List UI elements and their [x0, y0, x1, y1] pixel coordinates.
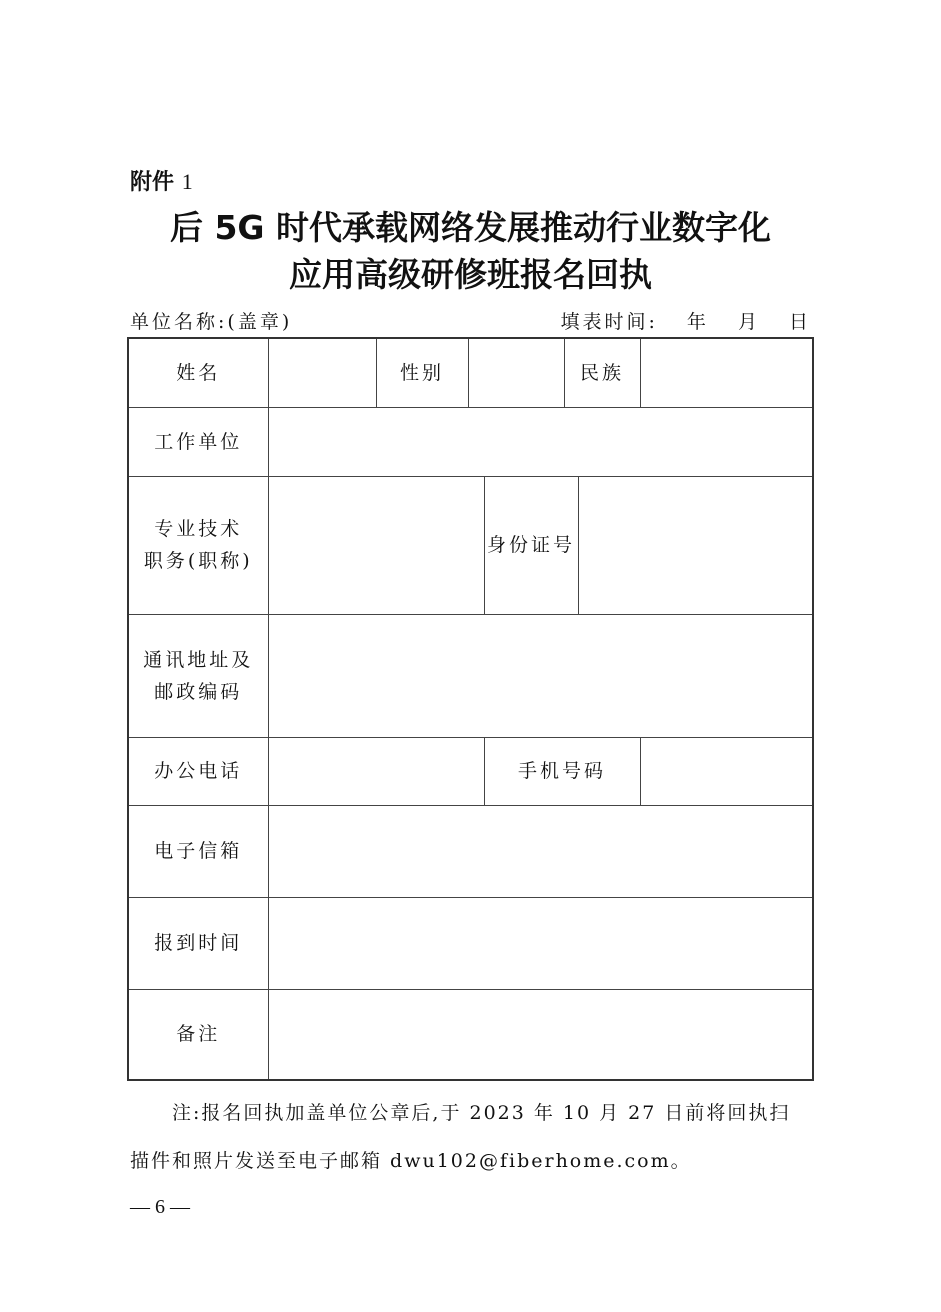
note-line-1: 注:报名回执加盖单位公章后,于 2023 年 10 月 27 日前将回执扫 [172, 1102, 791, 1124]
row-workplace [128, 407, 813, 476]
address-label [128, 614, 268, 737]
address-field[interactable] [268, 614, 813, 737]
remarks-field[interactable] [268, 989, 813, 1080]
ethnicity-label: 民族 [564, 338, 640, 407]
gender-label: 性别 [376, 338, 468, 407]
arrival-time-label: 报到时间 [128, 897, 268, 989]
attachment-label [130, 165, 193, 196]
attachment-number: 1 [181, 169, 193, 194]
registration-form [127, 337, 814, 1081]
row-email [128, 805, 813, 897]
email-label: 电子信箱 [128, 805, 268, 897]
page-number: — 6 — [130, 1196, 190, 1218]
row-title-id [128, 476, 813, 614]
remarks-label: 备注 [128, 989, 268, 1080]
title-line-1: 后 5G 时代承载网络发展推动行业数字化 [169, 208, 772, 247]
address-label-line2: 邮政编码 [154, 680, 243, 703]
name-field[interactable] [268, 338, 376, 407]
row-basic-info [128, 338, 813, 407]
id-number-field[interactable] [578, 476, 813, 614]
office-phone-field[interactable] [268, 737, 484, 805]
workplace-field[interactable] [268, 407, 813, 476]
id-number-label: 身份证号 [484, 476, 578, 614]
ethnicity-field[interactable] [640, 338, 813, 407]
mobile-field[interactable] [640, 737, 813, 805]
professional-title-field[interactable] [268, 476, 484, 614]
arrival-time-field[interactable] [268, 897, 813, 989]
gender-field[interactable] [468, 338, 564, 407]
professional-title-label [128, 476, 268, 614]
row-arrival [128, 897, 813, 989]
professional-title-label-line1: 专业技术 [154, 518, 243, 540]
fill-date-label: 填表时间: 年 月 日 [560, 311, 811, 333]
professional-title-label-line2: 职务(职称) [143, 550, 253, 572]
title-line-2: 应用高级研修班报名回执 [289, 255, 652, 294]
attachment-text: 附件 [130, 170, 175, 195]
row-address [128, 614, 813, 737]
name-label: 姓名 [128, 338, 268, 407]
note-line-2: 描件和照片发送至电子邮箱 dwu102@fiberhome.com。 [130, 1150, 692, 1172]
workplace-label: 工作单位 [128, 407, 268, 476]
address-label-line1: 通讯地址及 [143, 648, 254, 671]
email-field[interactable] [268, 805, 813, 897]
mobile-label: 手机号码 [484, 737, 640, 805]
row-phones [128, 737, 813, 805]
unit-name-label: 单位名称:(盖章) [130, 311, 293, 333]
row-remarks [128, 989, 813, 1080]
office-phone-label: 办公电话 [128, 737, 268, 805]
